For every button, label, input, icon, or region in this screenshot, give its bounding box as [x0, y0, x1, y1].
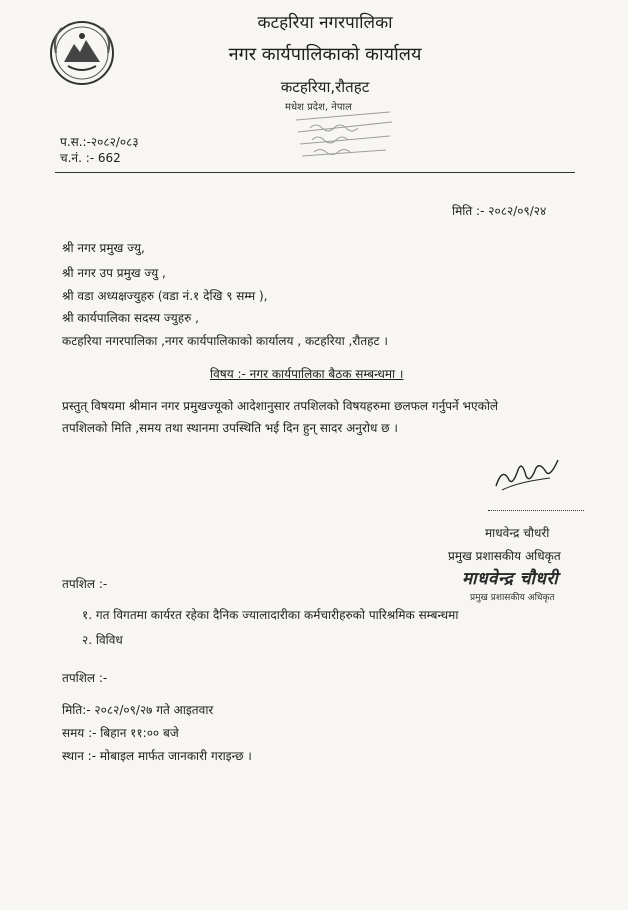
- subject-line: विषय :- नगर कार्यपालिका बैठक सम्बन्धमा ।: [210, 367, 404, 381]
- office-name: नगर कार्यपालिकाको कार्यालय: [228, 44, 422, 65]
- details-heading: तपशिल :-: [62, 671, 108, 685]
- meeting-date: मिति:- २०८२/०९/२७ गते आइतवार: [62, 703, 214, 717]
- dispatch-number: च.नं. :- 662: [60, 151, 121, 165]
- body-line: प्रस्तुत् विषयमा श्रीमान नगर प्रमुखज्यूको आदेशानुसार तपशिलको विषयहरुमा छलफल गर्नुपर्ने भएकोले: [62, 399, 499, 413]
- agenda-heading: तपशिल :-: [62, 577, 108, 591]
- signature-line: [488, 510, 584, 511]
- recipient-line: श्री नगर उप प्रमुख ज्यु ,: [62, 266, 166, 280]
- meeting-time: समय :- बिहान ११:०० बजे: [62, 726, 179, 740]
- office-location: कटहरिया,रौतहट: [280, 78, 370, 96]
- fiscal-year-ref: प.स.:-२०८२/०८३: [60, 135, 139, 149]
- signatory-name: माधवेन्द्र चौधरी: [485, 526, 550, 540]
- agenda-item: १. गत विगतमा कार्यरत रहेका दैनिक ज्यालादारीका कर्मचारीहरुको पारिश्रमिक सम्बन्धमा: [82, 608, 459, 622]
- name-seal: माधवेन्द्र चौधरी: [462, 569, 559, 589]
- recipient-line: श्री नगर प्रमुख ज्यु,: [62, 241, 145, 255]
- agenda-item: २. विविध: [82, 633, 123, 647]
- recipient-line: श्री वडा अध्यक्षज्युहरु (वडा नं.१ देखि ९ सम्म ),: [62, 289, 268, 303]
- letter-date: मिति :- २०८२/०९/२४: [452, 204, 547, 218]
- name-seal-title: प्रमुख प्रशासकीय अधिकृत: [470, 593, 555, 603]
- meeting-place: स्थान :- मोबाइल मार्फत जानकारी गराइन्छ ।: [62, 749, 252, 763]
- province-line: मधेश प्रदेश, नेपाल: [285, 102, 352, 113]
- office-stamp-icon: [290, 98, 400, 170]
- municipality-name: कटहरिया नगरपालिका: [257, 13, 393, 33]
- nepal-emblem-icon: [48, 18, 116, 88]
- header-divider: [55, 172, 575, 173]
- body-line: तपशिलको मिति ,समय तथा स्थानमा उपस्थिति भई दिन हुन् सादर अनुरोध छ ।: [62, 421, 398, 435]
- signature-icon: [488, 448, 568, 496]
- recipient-line: श्री कार्यपालिका सदस्य ज्युहरु ,: [62, 311, 199, 325]
- recipient-line: कटहरिया नगरपालिका ,नगर कार्यपालिकाको कार्यालय , कटहरिया ,रौतहट ।: [62, 334, 388, 348]
- signatory-title: प्रमुख प्रशासकीय अधिकृत: [448, 549, 561, 563]
